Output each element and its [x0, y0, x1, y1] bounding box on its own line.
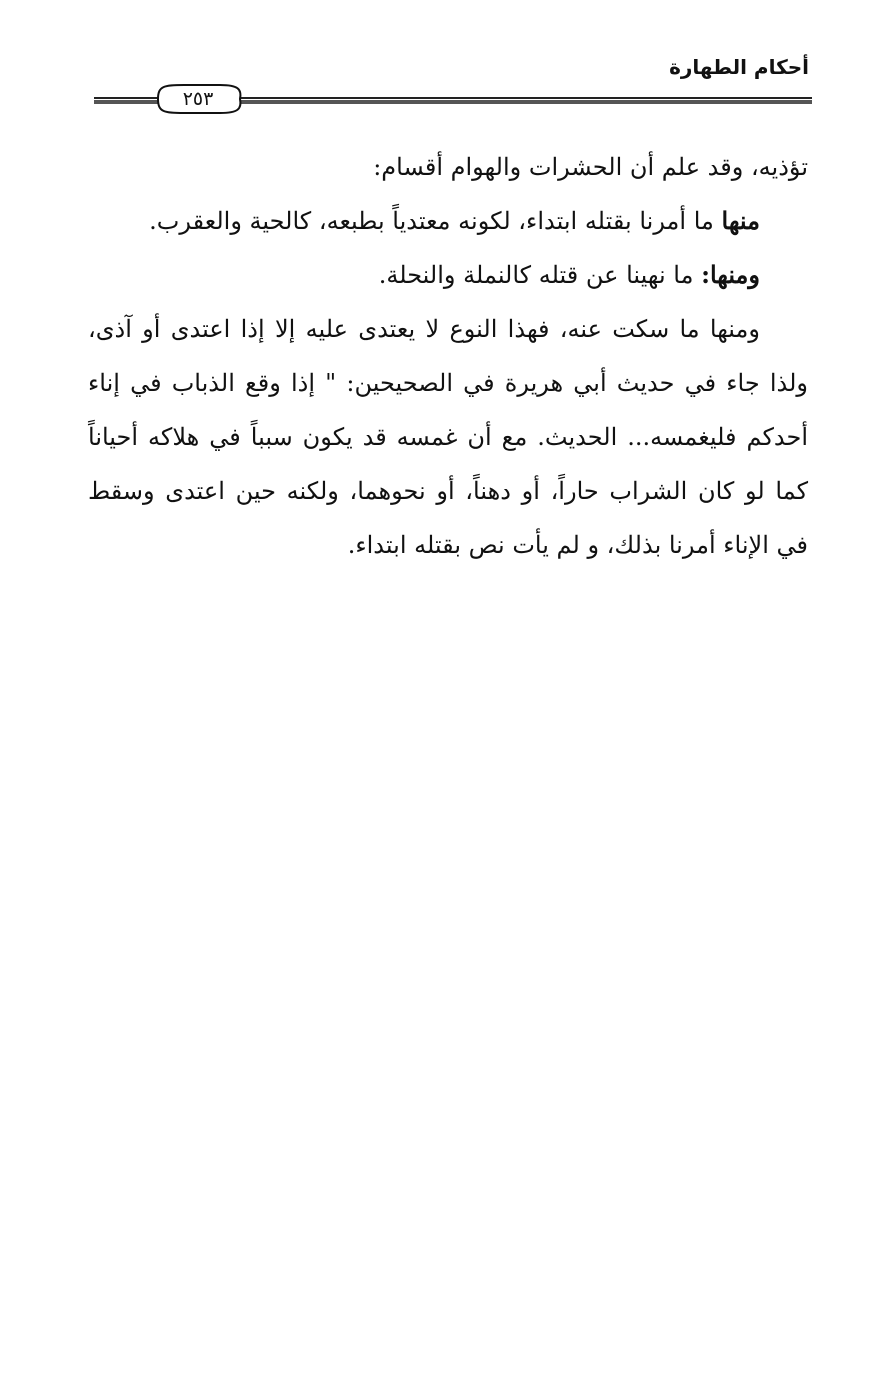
paragraph-second-kind: [88, 248, 808, 302]
paragraph-intro: تؤذيه، وقد علم أن الحشرات والهوام أقسام:: [373, 153, 808, 181]
paragraph-first-kind: [88, 194, 808, 248]
lead-word-second: ومنها:: [701, 260, 760, 289]
paragraph-second-kind-text: ما نهينا عن قتله كالنملة والنحلة.: [378, 261, 702, 289]
running-title: أحكام الطهارة: [669, 55, 809, 79]
main-text: [88, 140, 808, 572]
paragraph-first-kind-text: ما أمرنا بقتله ابتداء، لكونه معتدياً بطبعه، كالحية والعقرب.: [149, 207, 722, 235]
lead-word-first: منها: [721, 206, 760, 235]
page-number: ٢٥٣: [182, 88, 214, 110]
paragraph-third-kind: ومنها ما سكت عنه، فهذا النوع لا يعتدى عليه إلا إذا اعتدى أو آذى، ولذا جاء في حديث أبي هريرة في الصحيحين: " إذا وقع الذباب في إناء أحدكم فليغمسه... الحديث. مع أن غمسه قد يكون سبباً في هلاكه أحياناً كما لو كان الشراب حاراً، أو دهناً، أو نحوهما، ولكنه حين اعتدى وسقط في الإناء أمرنا بذلك، و لم يأت نص بقتله ابتداء.: [88, 315, 808, 559]
